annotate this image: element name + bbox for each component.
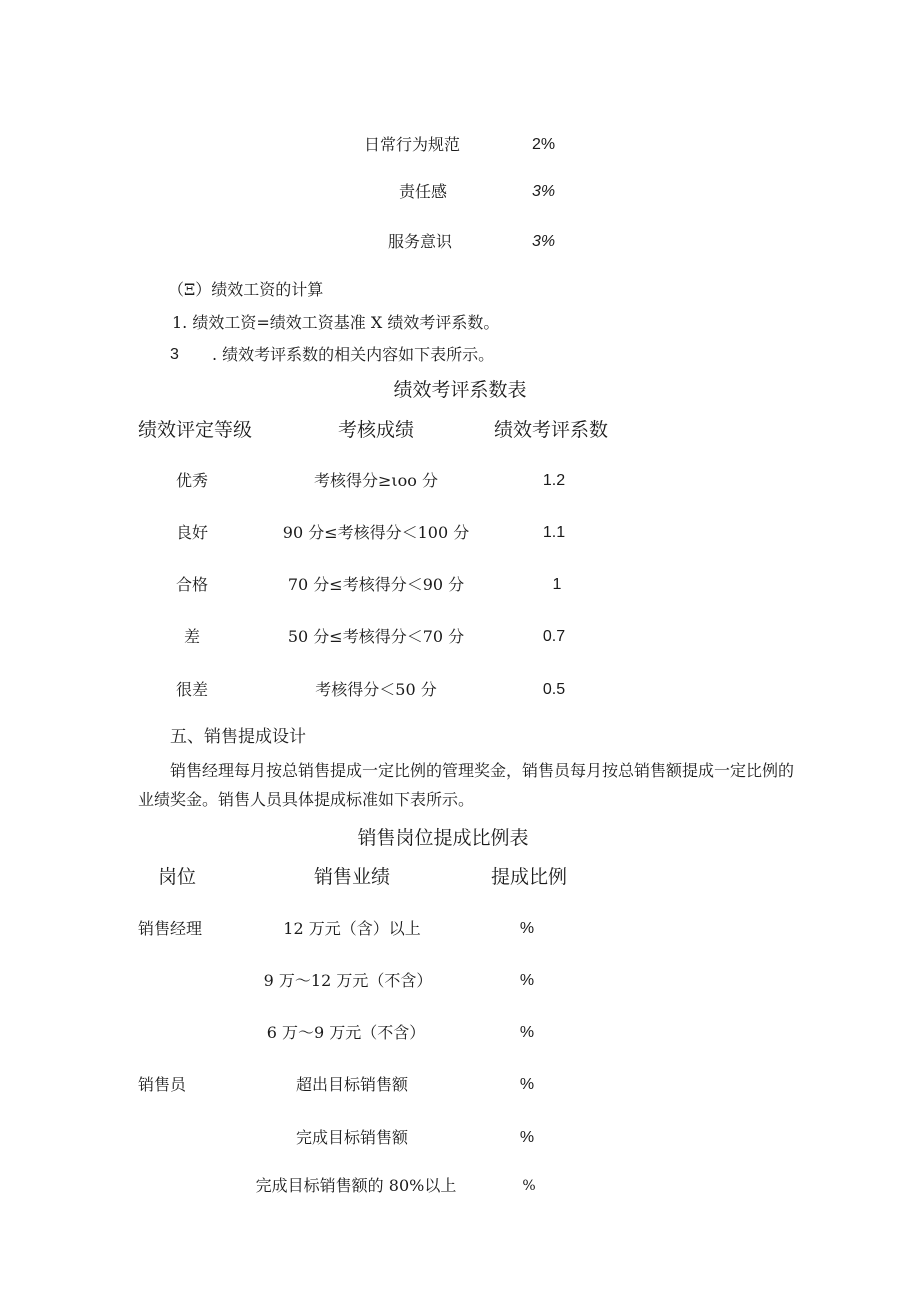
item-value-service: 3% xyxy=(532,233,556,250)
table-cell: 优秀 xyxy=(175,471,209,490)
table-cell: 销售员 xyxy=(138,1075,187,1094)
item-value-responsibility: 3% xyxy=(532,183,556,200)
table-header: 绩效考评系数 xyxy=(493,419,609,441)
table-cell: 很差 xyxy=(175,680,209,699)
table-cell: 90 分≤考核得分＜100 分 xyxy=(282,523,470,542)
table-title: 绩效考评系数表 xyxy=(393,379,527,401)
table-cell: 70 分≤考核得分＜90 分 xyxy=(287,575,465,594)
table-cell: % xyxy=(519,1024,535,1041)
table-header: 考核成绩 xyxy=(337,419,415,441)
table-cell: % xyxy=(522,1178,536,1194)
table-cell: 12 万元（含）以上 xyxy=(283,919,421,938)
table-cell: 超出目标销售额 xyxy=(295,1075,409,1094)
table-cell: 良好 xyxy=(175,523,209,542)
list-item: 1. 绩效工资=绩效工资基准 X 绩效考评系数。 xyxy=(172,313,500,332)
table-cell: 考核得分≥ιoo 分 xyxy=(313,471,439,490)
table-cell: 1 xyxy=(552,576,562,593)
table-cell: % xyxy=(519,920,535,937)
table-cell: 1.2 xyxy=(542,472,566,489)
table-cell: 完成目标销售额的 80%以上 xyxy=(255,1176,457,1195)
table-header: 提成比例 xyxy=(490,866,568,888)
table-cell: 0.7 xyxy=(542,628,566,645)
item-name-service: 服务意识 xyxy=(388,232,453,251)
table-header: 销售业绩 xyxy=(313,866,391,888)
table-cell: % xyxy=(519,972,535,989)
table-header: 绩效评定等级 xyxy=(138,419,253,441)
table-cell: 完成目标销售额 xyxy=(295,1128,409,1147)
table-cell: % xyxy=(519,1129,535,1146)
section-heading: 五、销售提成设计 xyxy=(170,727,306,747)
paragraph: 销售经理每月按总销售提成一定比例的管理奖金，销售员每月按总销售额提成一定比例的业绩奖金。销售人员具体提成标准如下表所示。 xyxy=(138,761,795,809)
table-cell: % xyxy=(519,1076,535,1093)
table-cell: 0.5 xyxy=(542,681,566,698)
list-item: . 绩效考评系数的相关内容如下表所示。 xyxy=(212,345,495,364)
table-cell: 销售经理 xyxy=(138,919,203,938)
item-name-daily-conduct: 日常行为规范 xyxy=(364,135,461,154)
list-item-number: 3 xyxy=(170,346,179,363)
table-header: 岗位 xyxy=(158,866,197,888)
table-cell: 1.1 xyxy=(542,524,566,541)
table-title: 销售岗位提成比例表 xyxy=(357,827,529,849)
table-cell: 差 xyxy=(183,627,201,646)
table-cell: 9 万～12 万元（不含） xyxy=(263,971,433,990)
item-name-responsibility: 责任感 xyxy=(399,182,448,201)
table-cell: 合格 xyxy=(175,575,209,594)
table-cell: 考核得分＜50 分 xyxy=(315,680,437,699)
table-cell: 6 万～9 万元（不含） xyxy=(266,1023,426,1042)
item-value-daily-conduct: 2% xyxy=(532,136,556,153)
section-heading: （Ξ）绩效工资的计算 xyxy=(168,280,324,299)
table-cell: 50 分≤考核得分＜70 分 xyxy=(287,627,465,646)
